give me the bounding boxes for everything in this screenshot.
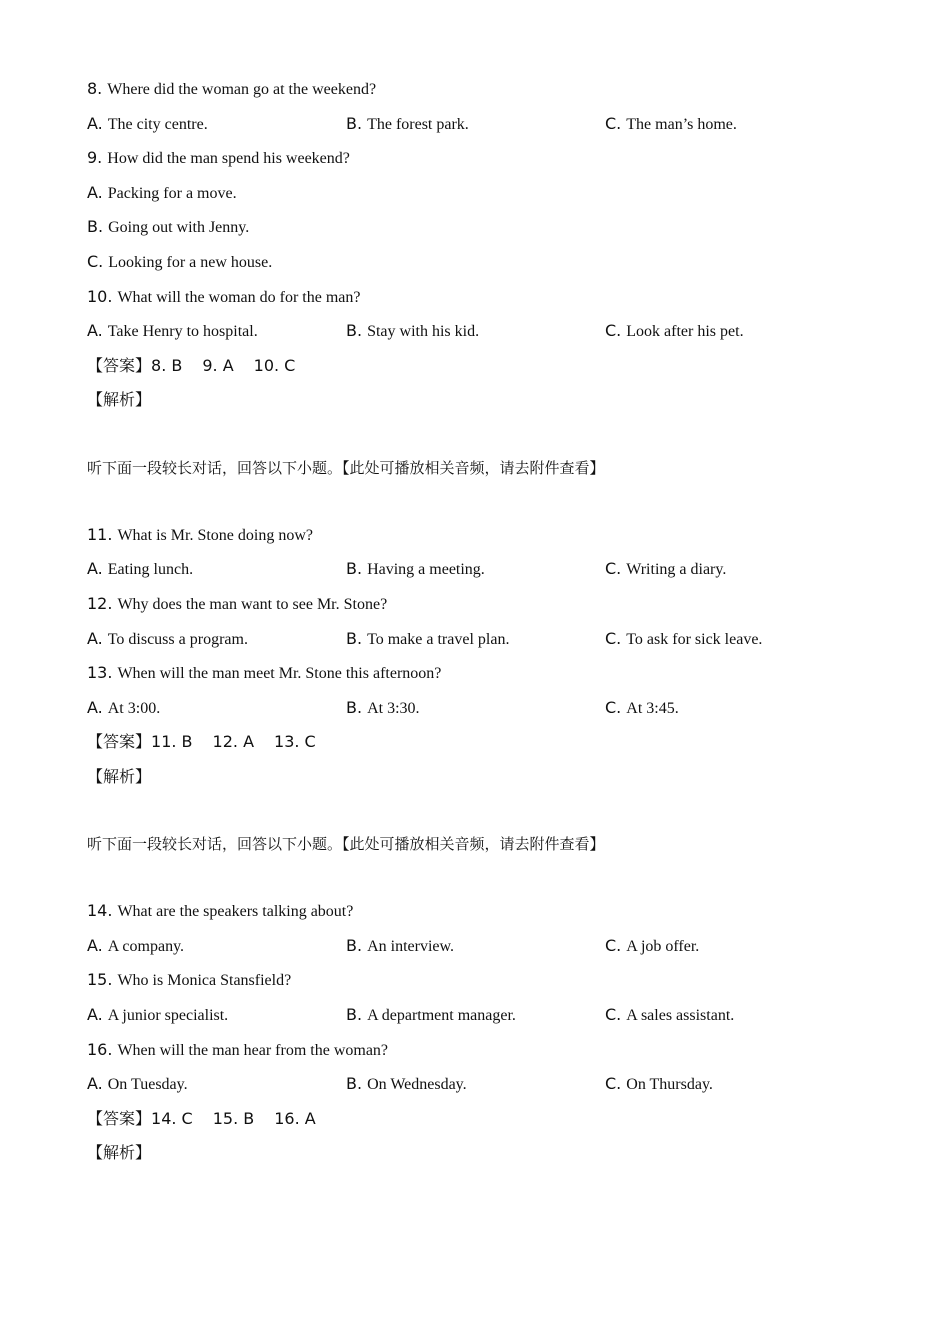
question-number: 14. (87, 901, 113, 921)
option (605, 998, 734, 1034)
option-letter: C. (605, 1074, 622, 1094)
option-text: Packing for a move. (107, 184, 237, 202)
option (605, 622, 762, 658)
option (605, 314, 744, 350)
option-letter: B. (346, 1074, 363, 1094)
option-letter: A. (87, 559, 103, 579)
option-text: On Tuesday. (107, 1076, 188, 1094)
option-letter: C. (605, 321, 622, 341)
question-number: 16. (87, 1039, 113, 1059)
answer-item: 16. A (274, 1108, 316, 1128)
option-letter: A. (87, 182, 103, 202)
option-text: A company. (107, 937, 185, 955)
section-intro: 听下面一段较长对话，回答以下小题。【此处可播放相关音频，请去附件查看】 (87, 835, 605, 854)
answer-item: 11. B (151, 732, 193, 752)
answer-item: 14. C (151, 1108, 193, 1128)
option (346, 929, 454, 965)
option-text: At 3:30. (367, 699, 420, 717)
option (87, 622, 248, 658)
option (87, 1067, 188, 1103)
answer-label: 【答案】 (87, 355, 152, 375)
option-letter: A. (87, 1005, 103, 1025)
option (87, 929, 184, 965)
answer-item: 9. A (202, 355, 234, 375)
answer-line (87, 725, 887, 760)
option-text: At 3:00. (107, 699, 161, 717)
option (346, 552, 485, 588)
option-text: A department manager. (367, 1007, 516, 1025)
option-letter: C. (605, 113, 622, 133)
question-text: When will the man meet Mr. Stone this afternoon? (117, 665, 442, 683)
option (346, 622, 509, 658)
option (87, 210, 887, 245)
analysis-label: 【解析】 (87, 766, 152, 786)
option-text: On Thursday. (626, 1076, 713, 1094)
option-text: A sales assistant. (626, 1007, 735, 1025)
question-text: When will the man hear from the woman? (117, 1041, 389, 1059)
question-number: 12. (87, 593, 113, 613)
option-text: On Wednesday. (367, 1076, 467, 1094)
option (605, 1067, 713, 1103)
question-stem (87, 656, 887, 691)
question-stem (87, 587, 887, 622)
answer-item: 8. B (151, 355, 183, 375)
options-row (87, 691, 887, 726)
question-text: Where did the woman go at the weekend? (107, 81, 377, 98)
options-row (87, 1067, 887, 1102)
option (87, 314, 258, 350)
option (87, 245, 887, 280)
option-letter: B. (346, 321, 363, 341)
question-number: 9. (87, 148, 103, 168)
question-stem (87, 280, 887, 315)
question-stem (87, 894, 887, 929)
option-text: To ask for sick leave. (626, 630, 763, 648)
option-text: Looking for a new house. (108, 253, 273, 271)
question-text: How did the man spend his weekend? (107, 150, 350, 168)
answer-label: 【答案】 (87, 732, 152, 752)
option-text: To make a travel plan. (367, 630, 510, 648)
option-text: The forest park. (367, 115, 469, 133)
option-letter: C. (605, 697, 622, 717)
question-number: 10. (87, 286, 113, 306)
answer-item: 10. C (253, 355, 296, 375)
option (605, 552, 726, 588)
option-letter: A. (87, 935, 103, 955)
option-letter: B. (346, 697, 363, 717)
option-text: At 3:45. (626, 699, 679, 717)
question-number: 13. (87, 663, 113, 683)
answer-line (87, 1102, 887, 1137)
option-letter: C. (605, 935, 622, 955)
option-letter: A. (87, 113, 103, 133)
option-letter: C. (605, 628, 622, 648)
question-number: 8. (87, 79, 103, 98)
option-text: Having a meeting. (367, 561, 485, 579)
option-letter: C. (605, 1005, 622, 1025)
question-text: Who is Monica Stansfield? (117, 972, 292, 990)
option (346, 107, 469, 143)
option-letter: C. (605, 559, 622, 579)
question-number: 15. (87, 970, 113, 990)
option-text: Eating lunch. (107, 561, 194, 579)
options-row (87, 998, 887, 1033)
option-text: Going out with Jenny. (108, 219, 250, 237)
option-letter: B. (346, 935, 363, 955)
answer-label: 【答案】 (87, 1108, 152, 1128)
options-row (87, 552, 887, 587)
option-letter: B. (346, 559, 363, 579)
question-stem (87, 72, 887, 107)
option-letter: A. (87, 1074, 103, 1094)
option (346, 314, 479, 350)
question-text: What will the woman do for the man? (117, 288, 361, 306)
spacer (87, 794, 887, 827)
question-stem (87, 1033, 887, 1068)
option (346, 1067, 467, 1103)
option (87, 691, 160, 727)
options-row (87, 929, 887, 964)
option-letter: B. (346, 1005, 363, 1025)
option (605, 107, 737, 143)
option (346, 691, 420, 727)
option-letter: B. (346, 113, 363, 133)
option-text: The city centre. (107, 115, 208, 133)
section-intro: 听下面一段较长对话，回答以下小题。【此处可播放相关音频，请去附件查看】 (87, 458, 605, 477)
option-letter: A. (87, 697, 103, 717)
option-text: To discuss a program. (107, 630, 248, 648)
option-text: The man’s home. (626, 115, 737, 133)
answer-line (87, 349, 887, 384)
question-number: 11. (87, 524, 113, 544)
option-letter: B. (87, 217, 104, 237)
spacer (87, 418, 887, 451)
option (605, 691, 679, 727)
analysis-label: 【解析】 (87, 1143, 152, 1163)
option-text: Take Henry to hospital. (107, 323, 258, 341)
option-text: Writing a diary. (626, 561, 727, 579)
option (346, 998, 516, 1034)
options-row (87, 107, 887, 142)
option-text: A job offer. (626, 937, 700, 955)
question-stem (87, 963, 887, 998)
option (605, 929, 699, 965)
option (87, 107, 208, 143)
option-text: Look after his pet. (626, 323, 744, 341)
question-text: What are the speakers talking about? (117, 903, 354, 921)
answer-item: 13. C (274, 732, 316, 752)
option (87, 552, 193, 588)
question-stem (87, 141, 887, 176)
question-stem (87, 518, 887, 553)
question-text: What is Mr. Stone doing now? (117, 526, 313, 544)
option-text: Stay with his kid. (367, 323, 480, 341)
option (87, 176, 887, 211)
spacer (87, 862, 887, 895)
spacer (87, 485, 887, 518)
option-text: A junior specialist. (107, 1007, 229, 1025)
option-letter: C. (87, 251, 104, 271)
option-letter: A. (87, 321, 103, 341)
question-text: Why does the man want to see Mr. Stone? (117, 595, 388, 613)
answer-item: 12. A (212, 732, 255, 752)
options-row (87, 314, 887, 349)
option-letter: B. (346, 628, 363, 648)
option-letter: A. (87, 628, 103, 648)
options-row (87, 622, 887, 657)
option-text: An interview. (367, 937, 454, 955)
answer-item: 15. B (212, 1108, 255, 1128)
document-page (87, 72, 887, 1171)
option (87, 998, 228, 1034)
analysis-label: 【解析】 (87, 390, 152, 410)
